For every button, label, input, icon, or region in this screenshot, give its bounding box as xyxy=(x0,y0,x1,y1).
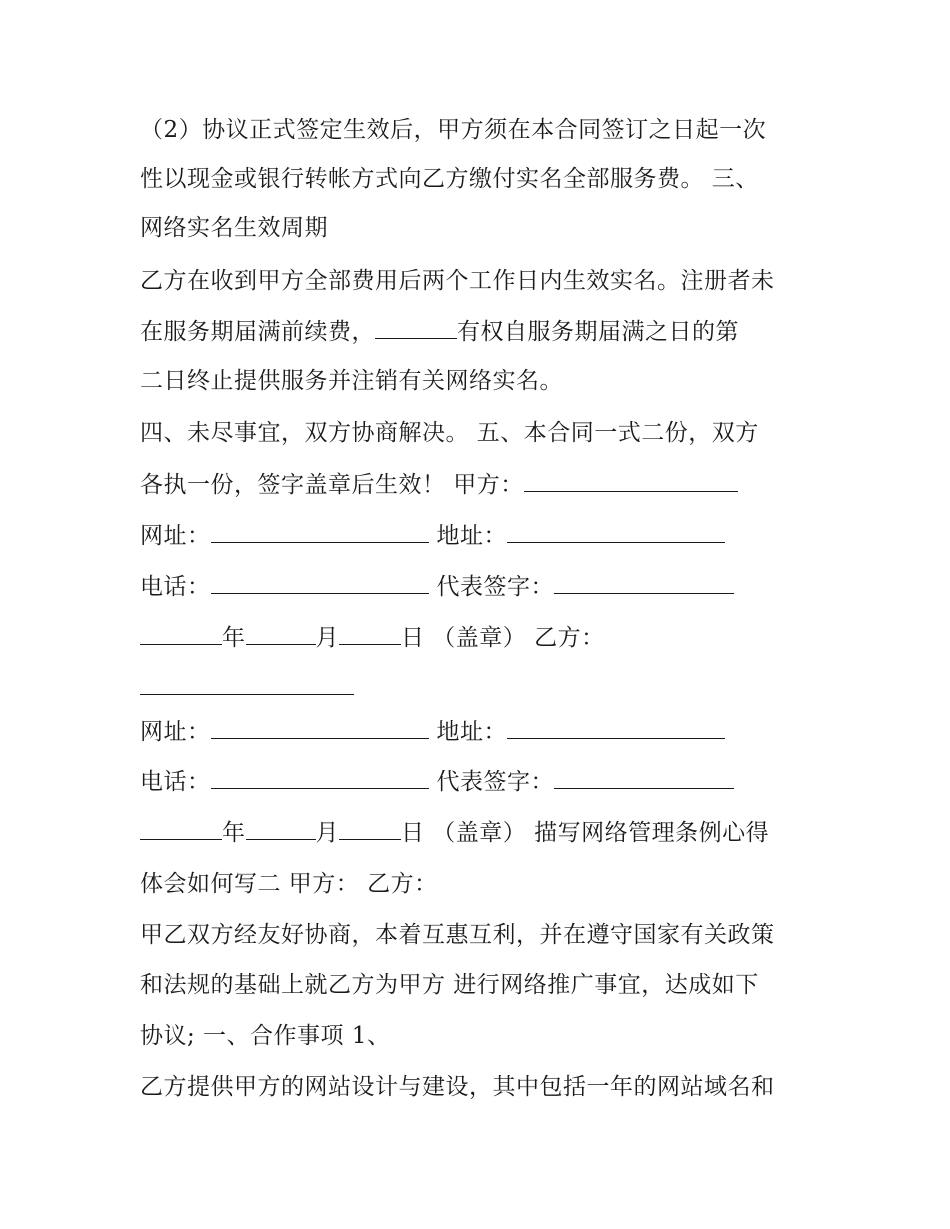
phone-blank xyxy=(211,571,429,594)
paragraph-line xyxy=(140,115,840,145)
text: 二日终止提供服务并注销有关网络实名。 xyxy=(140,368,563,394)
paragraph-line xyxy=(140,1072,840,1102)
website-blank xyxy=(211,716,429,739)
paragraph-line xyxy=(140,418,840,448)
month-blank xyxy=(246,817,316,840)
text: 性以现金或银行转帐方式向乙方缴付实名全部服务费。 三、 xyxy=(140,166,759,192)
text: 日 （盖章） 描写网络管理条例心得 xyxy=(401,820,770,846)
text: 日 （盖章） 乙方： xyxy=(401,625,605,651)
text: 各执一份，签字盖章后生效！ 甲方： xyxy=(140,472,524,498)
paragraph-line xyxy=(140,366,840,396)
text: 月 xyxy=(315,820,339,846)
paragraph-line xyxy=(140,869,840,899)
paragraph-line xyxy=(140,622,840,653)
text: 乙方在收到甲方全部费用后两个工作日内生效实名。注册者未 xyxy=(140,268,775,294)
text: 在服务期届满前续费， xyxy=(140,319,375,345)
paragraph-line xyxy=(140,571,840,602)
text: 和法规的基础上就乙方为甲方 进行网络推广事宜，达成如下 xyxy=(140,972,759,998)
text: 网址： xyxy=(140,719,211,745)
paragraph-line xyxy=(140,520,840,551)
paragraph-line xyxy=(140,817,840,848)
text: 网络实名生效周期 xyxy=(140,215,328,241)
paragraph-line xyxy=(140,672,840,703)
party-b-name-blank xyxy=(140,672,354,695)
text: 年 xyxy=(222,820,246,846)
paragraph-line xyxy=(140,266,840,296)
paragraph-line xyxy=(140,164,840,194)
text: 电话： xyxy=(140,574,211,600)
party-a-name-blank xyxy=(524,469,738,492)
text: 甲乙双方经友好协商，本着互惠互利，并在遵守国家有关政策 xyxy=(140,922,775,948)
paragraph-line xyxy=(140,213,840,243)
paragraph-line xyxy=(140,1021,840,1051)
text: 地址： xyxy=(436,719,507,745)
text: 乙方提供甲方的网站设计与建设，其中包括一年的网站域名和 xyxy=(140,1074,775,1100)
text: 协议; 一、合作事项 1、 xyxy=(140,1023,391,1049)
address-blank xyxy=(507,716,725,739)
day-blank xyxy=(339,817,401,840)
text: 有权自服务期届满之日的第 xyxy=(457,319,739,345)
month-blank xyxy=(246,622,316,645)
website-blank xyxy=(211,520,429,543)
text: 体会如何写二 甲方： 乙方： xyxy=(140,871,438,897)
text: 月 xyxy=(315,625,339,651)
paragraph-line xyxy=(140,716,840,747)
year-blank xyxy=(140,817,222,840)
paragraph-line xyxy=(140,920,840,950)
address-blank xyxy=(507,520,725,543)
paragraph-line xyxy=(140,316,840,347)
paragraph-line xyxy=(140,469,840,500)
year-blank xyxy=(140,622,222,645)
text: 代表签字： xyxy=(436,574,554,600)
text: 电话： xyxy=(140,769,211,795)
fill-in-blank xyxy=(375,316,457,339)
text: 年 xyxy=(222,625,246,651)
day-blank xyxy=(339,622,401,645)
signature-blank xyxy=(554,766,734,789)
text: 网址： xyxy=(140,523,211,549)
signature-blank xyxy=(554,571,734,594)
paragraph-line xyxy=(140,766,840,797)
text: 地址： xyxy=(436,523,507,549)
text: 代表签字： xyxy=(436,769,554,795)
text: （2）协议正式签定生效后，甲方须在本合同签订之日起一次 xyxy=(140,117,767,143)
paragraph-line xyxy=(140,970,840,1000)
phone-blank xyxy=(211,766,429,789)
text: 四、未尽事宜，双方协商解决。 五、本合同一式二份，双方 xyxy=(140,420,759,446)
